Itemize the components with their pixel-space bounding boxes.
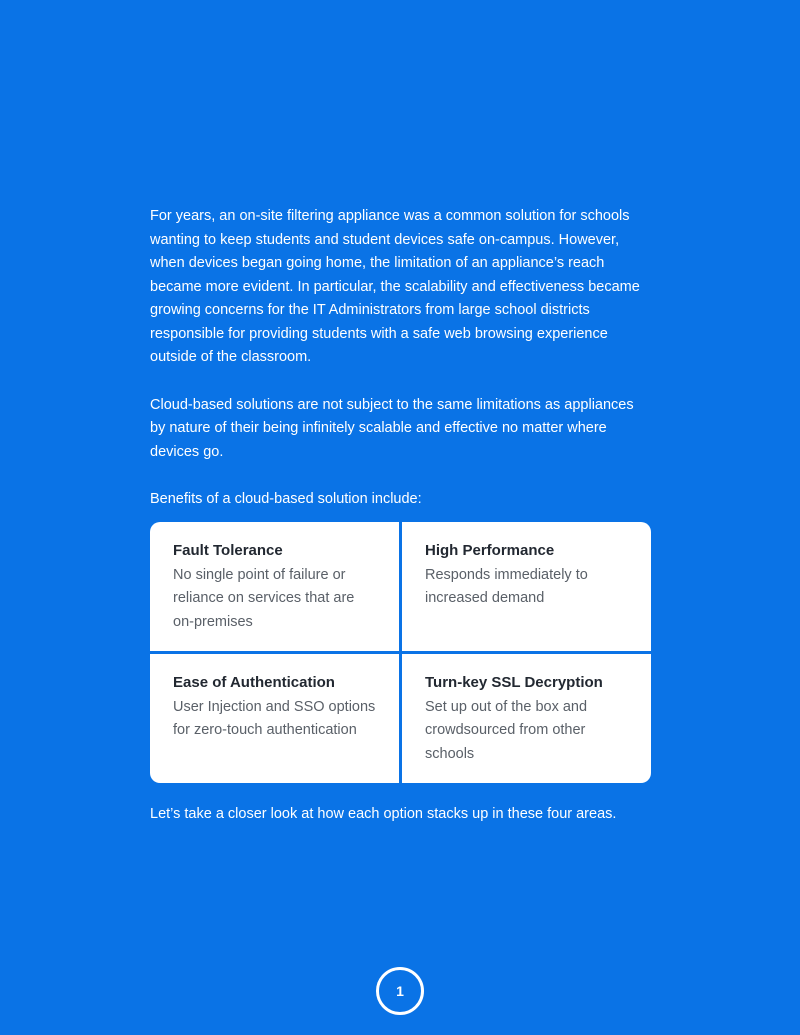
benefit-card-fault-tolerance: [150, 522, 399, 651]
benefit-description: Set up out of the box and crowdsourced from other schools: [425, 698, 588, 762]
benefit-title: Turn-key SSL Decryption: [425, 673, 603, 691]
benefit-description: User Injection and SSO options for zero-touch authentication: [173, 698, 376, 738]
page-number: 1: [396, 983, 404, 999]
benefit-card-high-performance: [402, 522, 651, 651]
benefit-card-ease-of-authentication: [150, 654, 399, 783]
benefit-title: Ease of Authentication: [173, 673, 335, 691]
benefits-label: Benefits of a cloud-based solution include:: [150, 491, 422, 507]
closing-paragraph: Let’s take a closer look at how each option stacks up in these four areas.: [150, 805, 617, 822]
page-content: [150, 205, 651, 826]
benefits-grid: [150, 522, 651, 783]
benefit-title: Fault Tolerance: [173, 541, 283, 559]
page-number-badge: [376, 967, 424, 1015]
intro-paragraph: For years, an on-site filtering appliance was a common solution for schools wanting to keep students and student devices safe on-campus. However, when devices began going home, the limitation of an appliance’s reach became more evident. In particular, the scalability and effectiveness became growing concerns for the IT Administrators from large school districts responsible for providing students with a safe web browsing experience outside of the classroom.: [150, 208, 640, 365]
benefit-description: Responds immediately to increased demand: [425, 566, 588, 606]
benefit-card-ssl-decryption: [402, 654, 651, 783]
cloud-paragraph: Cloud-based solutions are not subject to the same limitations as appliances by nature of their being infinitely scalable and effective no matter where devices go.: [150, 396, 634, 460]
benefit-title: High Performance: [425, 541, 555, 559]
benefit-description: No single point of failure or reliance on services that are on-premises: [173, 566, 355, 630]
